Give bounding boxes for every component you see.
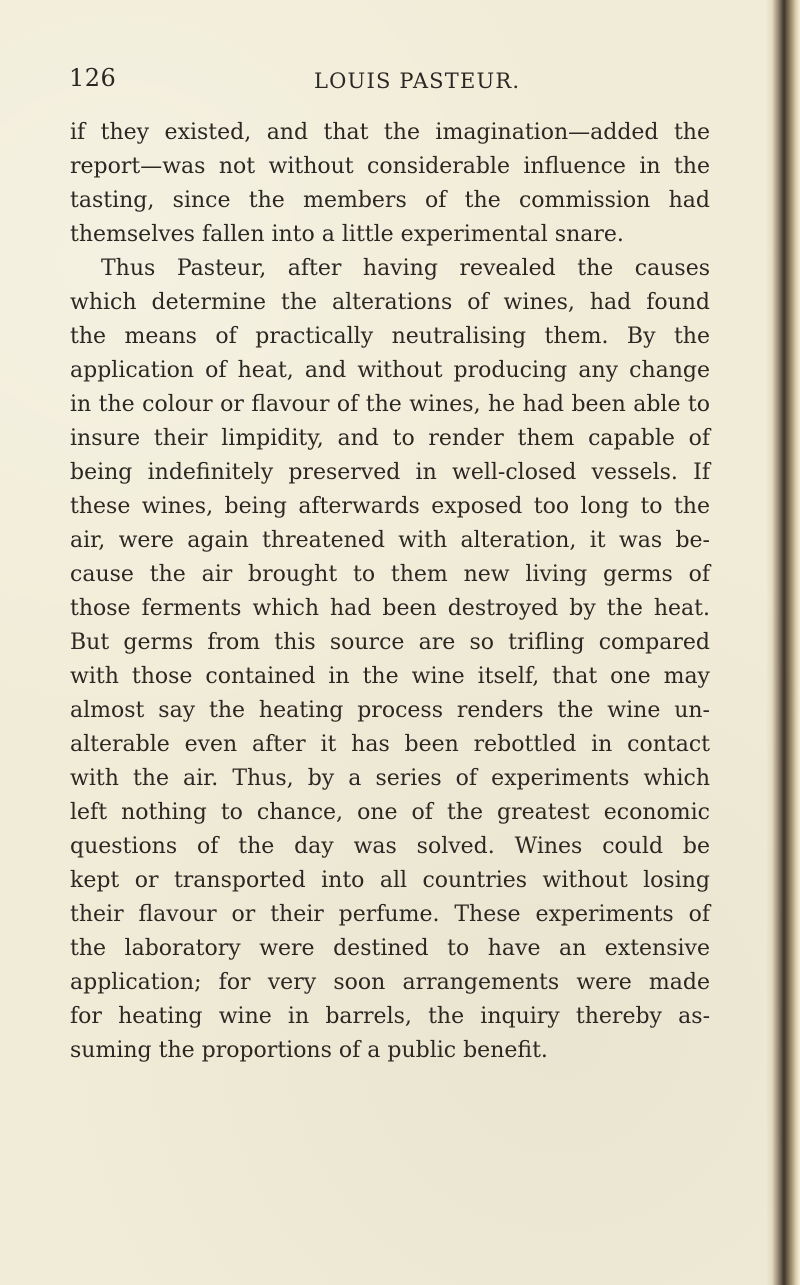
page-number: 126 — [69, 64, 117, 92]
page-edge-shadow — [766, 0, 800, 1285]
paragraph-2 — [70, 252, 710, 1068]
text-line: application of heat, and without producing any change — [70, 358, 710, 383]
text-line: tasting, since the members of the commission had — [70, 188, 710, 213]
body-text — [70, 116, 710, 1068]
text-line: almost say the heating process renders the wine un- — [70, 698, 710, 723]
text-line: alterable even after it has been rebottled in contact — [70, 732, 710, 757]
text-line: application; for very soon arrangements were made — [70, 970, 710, 995]
text-line: if they existed, and that the imagination—added the — [70, 120, 710, 145]
text-line: for heating wine in barrels, the inquiry thereby as- — [70, 1004, 710, 1029]
text-line: cause the air brought to them new living germs of — [70, 562, 710, 587]
text-line: the laboratory were destined to have an extensive — [70, 936, 710, 961]
text-line: report—was not without considerable influence in the — [70, 154, 710, 179]
text-line: these wines, being afterwards exposed too long to the — [70, 494, 710, 519]
running-head: LOUIS PASTEUR. — [314, 69, 521, 93]
text-line: themselves fallen into a little experimental snare. — [70, 222, 624, 247]
text-line: which determine the alterations of wines, had found — [70, 290, 710, 315]
text-line: their flavour or their perfume. These experiments of — [70, 902, 710, 927]
text-line: suming the proportions of a public benefit. — [70, 1038, 548, 1063]
text-line: with the air. Thus, by a series of experiments which — [70, 766, 710, 791]
text-line: questions of the day was solved. Wines could be — [70, 834, 710, 859]
text-line: insure their limpidity, and to render them capable of — [70, 426, 710, 451]
text-line: kept or transported into all countries without losing — [70, 868, 710, 893]
text-line: with those contained in the wine itself, that one may — [70, 664, 710, 689]
text-line: left nothing to chance, one of the greatest economic — [70, 800, 710, 825]
page-header — [69, 66, 709, 106]
text-line: being indefinitely preserved in well-closed vessels. If — [70, 460, 710, 485]
text-line: Thus Pasteur, after having revealed the causes — [101, 256, 710, 281]
text-line: those ferments which had been destroyed by the heat. — [70, 596, 710, 621]
paragraph-1 — [70, 116, 710, 252]
text-line: air, were again threatened with alteration, it was be- — [70, 528, 710, 553]
text-line: the means of practically neutralising them. By the — [70, 324, 710, 349]
text-line: But germs from this source are so trifling compared — [70, 630, 710, 655]
text-line: in the colour or flavour of the wines, he had been able to — [70, 392, 710, 417]
